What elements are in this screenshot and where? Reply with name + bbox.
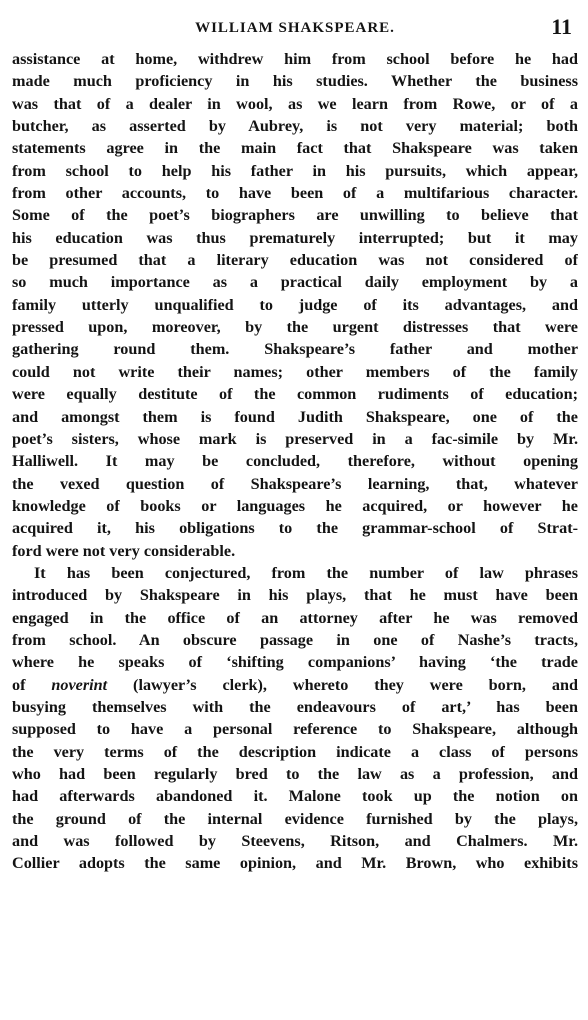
body-text bbox=[12, 48, 578, 875]
text-run: of bbox=[12, 675, 52, 694]
text-line: Some of the poet’s biographers are unwilling to believe that bbox=[12, 206, 578, 225]
text-line-with-italic bbox=[12, 674, 578, 696]
running-title: WILLIAM SHAKSPEARE. bbox=[195, 20, 395, 36]
text-line: had afterwards abandoned it. Malone took up the notion on bbox=[12, 787, 578, 806]
text-line: was that of a dealer in wool, as we learn from Rowe, or of a bbox=[12, 94, 578, 113]
italic-term: noverint bbox=[51, 675, 108, 694]
text-line: so much importance as a practical daily employment by a bbox=[12, 273, 578, 292]
text-line: from other accounts, to have been of a multifarious character. bbox=[12, 184, 578, 203]
text-line: poet’s sisters, whose mark is preserved in a fac-simile by Mr. bbox=[12, 429, 578, 448]
text-line: and amongst them is found Judith Shakspeare, one of the bbox=[12, 407, 578, 426]
text-line: engaged in the office of an attorney after he was removed bbox=[12, 608, 578, 627]
text-line: statements agree in the main fact that Shakspeare was taken bbox=[12, 139, 578, 158]
paragraph-end-line: ford were not very considerable. bbox=[12, 541, 236, 560]
text-line: butcher, as asserted by Aubrey, is not very material; both bbox=[12, 117, 578, 136]
text-line: gathering round them. Shakspeare’s father and mother bbox=[12, 340, 578, 359]
text-line: his education was thus prematurely interrupted; but it may bbox=[12, 228, 578, 247]
text-line: knowledge of books or languages he acquired, or however he bbox=[12, 496, 578, 515]
text-line: the very terms of the description indicate a class of persons bbox=[12, 742, 578, 761]
text-line: were equally destitute of the common rudiments of education; bbox=[12, 385, 578, 404]
text-line: from school to help his father in his pursuits, which appear, bbox=[12, 161, 578, 180]
text-line: family utterly unqualified to judge of its advantages, and bbox=[12, 295, 578, 314]
text-line: assistance at home, withdrew him from school before he had bbox=[12, 50, 578, 68]
text-line: acquired it, his obligations to the grammar-school of Strat- bbox=[12, 519, 578, 538]
text-line: be presumed that a literary education was not considered of bbox=[12, 251, 578, 270]
text-line: and was followed by Steevens, Ritson, and Chalmers. Mr. bbox=[12, 832, 578, 851]
text-line: who had been regularly bred to the law as a profession, and bbox=[12, 765, 578, 783]
running-head bbox=[12, 14, 578, 44]
text-line: Halliwell. It may be concluded, therefore, without opening bbox=[12, 452, 578, 471]
text-line: supposed to have a personal reference to Shakspeare, although bbox=[12, 720, 578, 739]
text-line: busying themselves with the endeavours of art,’ has been bbox=[12, 697, 578, 716]
text-line: the vexed question of Shakspeare’s learning, that, whatever bbox=[12, 474, 578, 493]
text-line: pressed upon, moreover, by the urgent distresses that were bbox=[12, 318, 578, 337]
text-line: could not write their names; other members of the family bbox=[12, 362, 578, 381]
page-number: 11 bbox=[551, 14, 572, 39]
paragraph-start-line: It has been conjectured, from the number of law phrases bbox=[34, 563, 578, 582]
text-line: from school. An obscure passage in one of Nashe’s tracts, bbox=[12, 630, 578, 649]
text-line: where he speaks of ‘shifting companions’ having ‘the trade bbox=[12, 653, 578, 672]
text-line: the ground of the internal evidence furnished by the plays, bbox=[12, 809, 578, 828]
text-line: Collier adopts the same opinion, and Mr. Brown, who exhibits bbox=[12, 854, 578, 873]
text-run: (lawyer’s clerk), whereto they were born, and bbox=[107, 675, 578, 694]
text-line: made much proficiency in his studies. Whether the business bbox=[12, 72, 578, 91]
text-line: introduced by Shakspeare in his plays, that he must have been bbox=[12, 586, 578, 605]
